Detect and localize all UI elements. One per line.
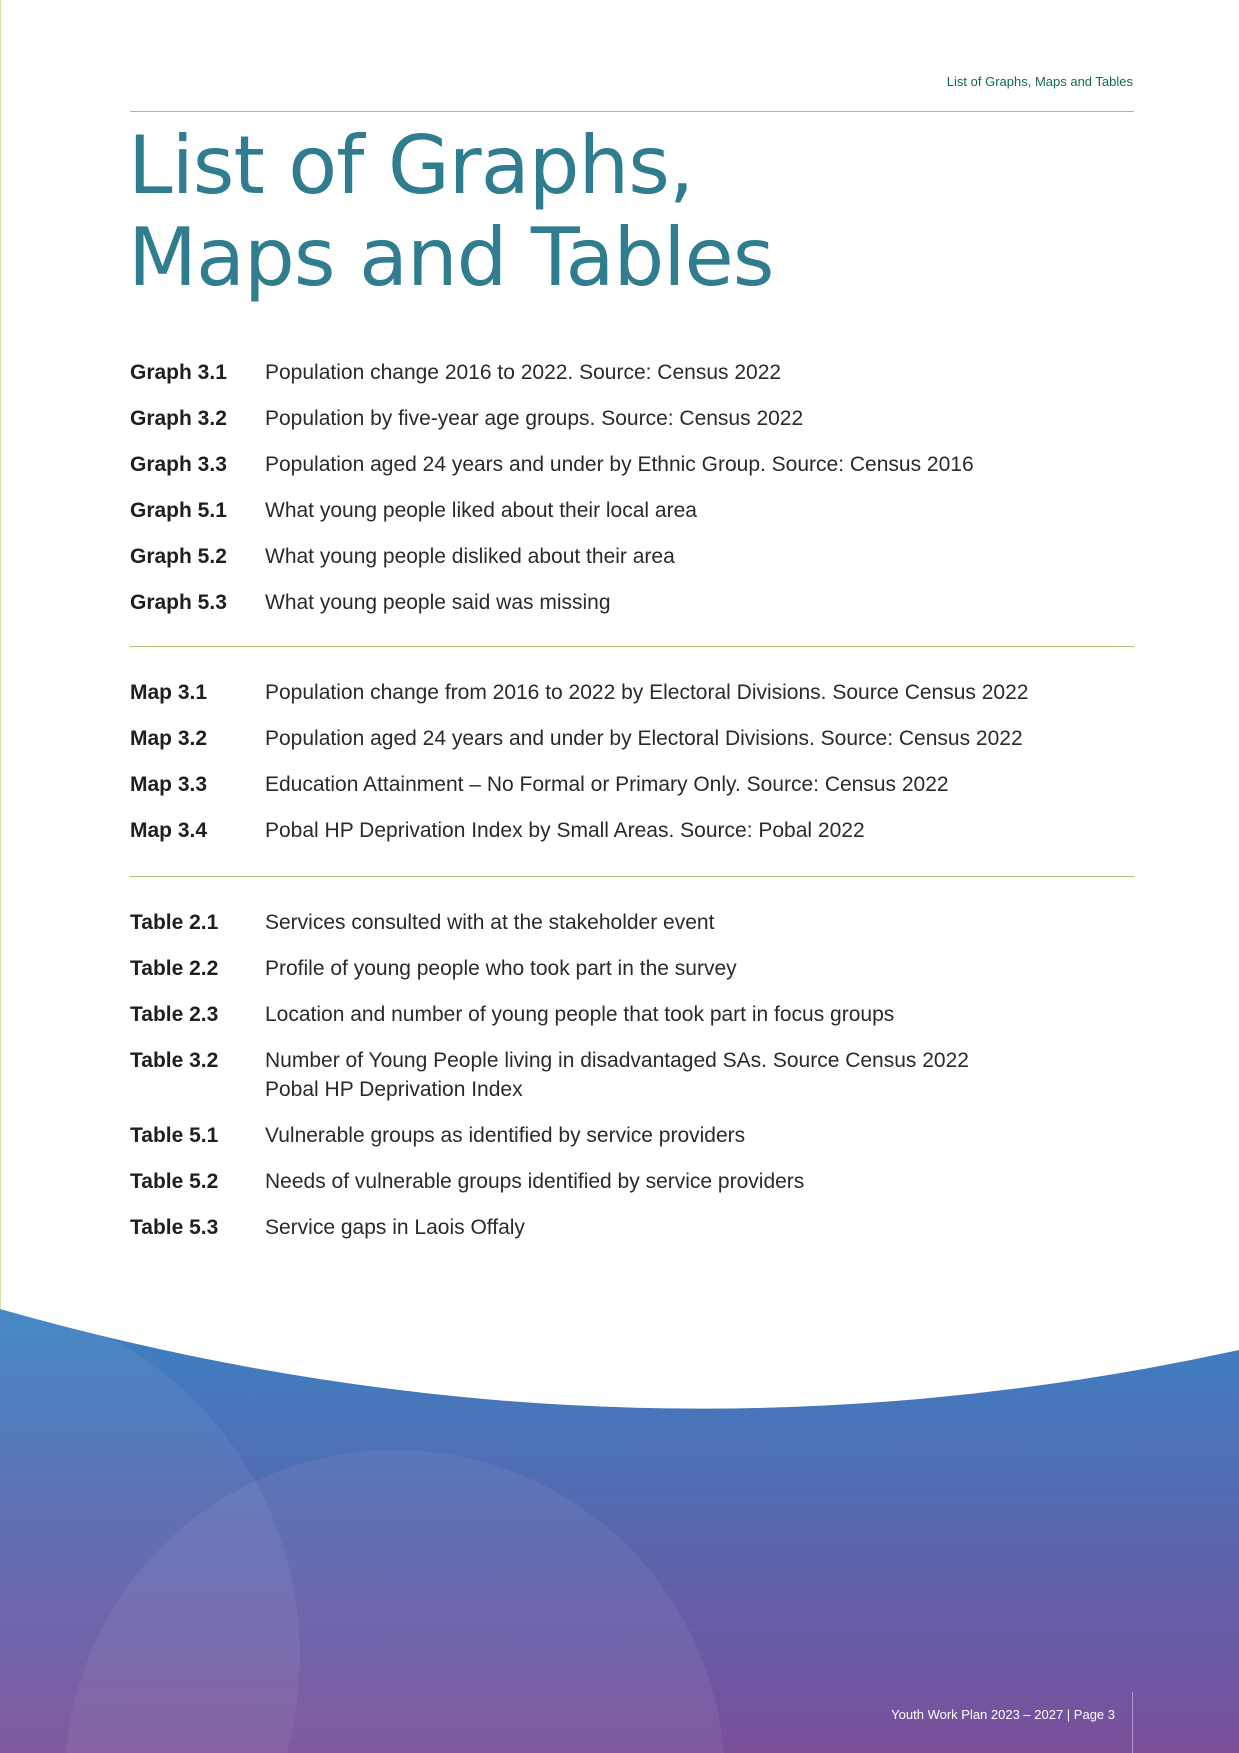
entry-label: Table 5.2 xyxy=(130,1170,219,1193)
section-divider xyxy=(130,876,1134,877)
entry-label: Graph 5.3 xyxy=(130,591,227,614)
entry-description: What young people said was missing xyxy=(265,591,611,614)
footer-wave-decoration xyxy=(0,1300,1239,1753)
entry-description: Education Attainment – No Formal or Primary Only. Source: Census 2022 xyxy=(265,773,949,796)
list-item xyxy=(130,450,1134,479)
entry-label: Graph 3.2 xyxy=(130,407,227,430)
page-footer: Youth Work Plan 2023 – 2027 | Page 3 xyxy=(891,1707,1115,1722)
list-item xyxy=(130,724,1134,753)
entry-label: Graph 3.1 xyxy=(130,361,227,384)
maps-list xyxy=(130,678,1134,862)
entry-description: Population by five-year age groups. Source: Census 2022 xyxy=(265,407,804,430)
list-item xyxy=(130,816,1134,845)
list-item xyxy=(130,1121,1134,1150)
entry-label: Table 2.2 xyxy=(130,957,219,980)
tables-list xyxy=(130,908,1134,1259)
list-item xyxy=(130,678,1134,707)
list-item xyxy=(130,1000,1134,1029)
entry-label: Map 3.1 xyxy=(130,681,208,704)
section-divider xyxy=(130,646,1134,647)
entry-label: Table 5.1 xyxy=(130,1124,219,1147)
page-title-line-2: Maps and Tables xyxy=(128,211,774,304)
footer-divider xyxy=(1132,1692,1133,1753)
entry-description: What young people liked about their local area xyxy=(265,499,697,522)
entry-description xyxy=(265,1046,1134,1104)
entry-description: Services consulted with at the stakeholder event xyxy=(265,911,715,934)
entry-label: Graph 5.2 xyxy=(130,545,227,568)
entry-label: Graph 3.3 xyxy=(130,453,227,476)
list-item xyxy=(130,358,1134,387)
entry-label: Table 2.3 xyxy=(130,1003,219,1026)
entry-label: Graph 5.1 xyxy=(130,499,227,522)
entry-description: Population aged 24 years and under by Electoral Divisions. Source: Census 2022 xyxy=(265,727,1023,750)
list-item xyxy=(130,1046,1134,1104)
entry-description: Service gaps in Laois Offaly xyxy=(265,1216,525,1239)
list-item xyxy=(130,404,1134,433)
entry-description: Location and number of young people that took part in focus groups xyxy=(265,1003,895,1026)
entry-description: Population aged 24 years and under by Ethnic Group. Source: Census 2016 xyxy=(265,453,974,476)
list-item xyxy=(130,496,1134,525)
entry-description-line-2: Pobal HP Deprivation Index xyxy=(265,1078,523,1101)
entry-description: What young people disliked about their area xyxy=(265,545,675,568)
entry-label: Table 3.2 xyxy=(130,1049,219,1072)
entry-description-line-1: Number of Young People living in disadvantaged SAs. Source Census 2022 xyxy=(265,1049,969,1072)
list-item xyxy=(130,542,1134,571)
list-item xyxy=(130,1167,1134,1196)
graphs-list xyxy=(130,358,1134,634)
header-divider xyxy=(130,111,1134,112)
list-item xyxy=(130,1213,1134,1242)
entry-description: Population change 2016 to 2022. Source: Census 2022 xyxy=(265,361,782,384)
running-head: List of Graphs, Maps and Tables xyxy=(946,74,1133,89)
entry-description: Needs of vulnerable groups identified by service providers xyxy=(265,1170,805,1193)
entry-label: Map 3.4 xyxy=(130,819,208,842)
entry-label: Table 5.3 xyxy=(130,1216,219,1239)
list-item xyxy=(130,588,1134,617)
list-item xyxy=(130,770,1134,799)
entry-description: Pobal HP Deprivation Index by Small Areas. Source: Pobal 2022 xyxy=(265,819,865,842)
list-item xyxy=(130,954,1134,983)
entry-label: Map 3.2 xyxy=(130,727,208,750)
entry-label: Map 3.3 xyxy=(130,773,208,796)
entry-label: Table 2.1 xyxy=(130,911,219,934)
page-title xyxy=(128,120,773,304)
entry-description: Population change from 2016 to 2022 by Electoral Divisions. Source Census 2022 xyxy=(265,681,1029,704)
entry-description: Profile of young people who took part in the survey xyxy=(265,957,737,980)
list-item xyxy=(130,908,1134,937)
entry-description: Vulnerable groups as identified by service providers xyxy=(265,1124,746,1147)
page-title-line-1: List of Graphs, xyxy=(128,119,694,212)
